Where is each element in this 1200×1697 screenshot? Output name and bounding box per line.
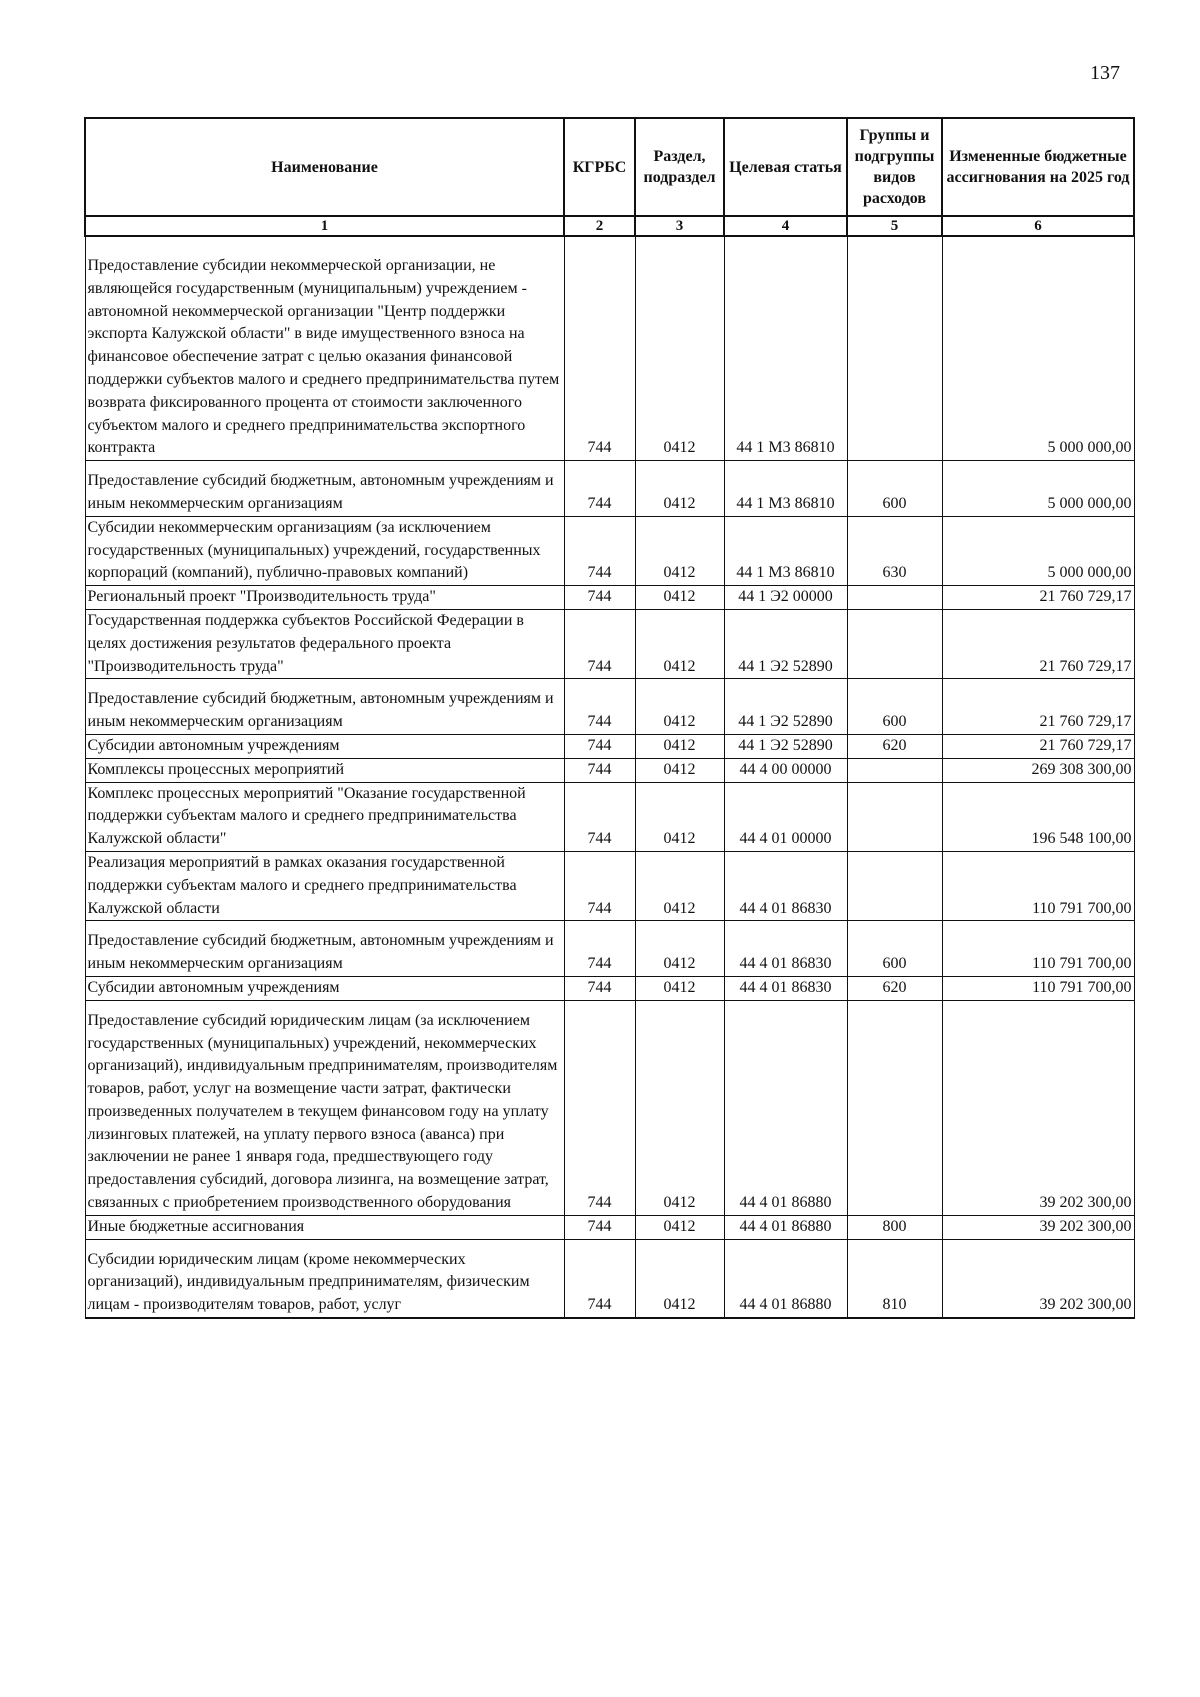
row-name: Иные бюджетные ассигнования xyxy=(85,1215,564,1239)
row-amount: 110 791 700,00 xyxy=(942,930,1134,976)
row-group: 620 xyxy=(847,976,942,1000)
header-razdel: Раздел, подраздел xyxy=(635,118,724,216)
table-row xyxy=(85,1010,1134,1216)
row-name: Государственная поддержка субъектов Российской Федерации в целях достижения результатов федерального проекта "Производительность труда" xyxy=(85,609,564,678)
budget-table xyxy=(84,117,1135,1319)
row-group: 600 xyxy=(847,930,942,976)
row-group: 630 xyxy=(847,516,942,585)
header-name: Наименование xyxy=(85,118,564,216)
row-kgrbs: 744 xyxy=(564,255,635,461)
header-target: Целевая статья xyxy=(724,118,847,216)
row-target: 44 1 М3 86810 xyxy=(724,255,847,461)
row-kgrbs: 744 xyxy=(564,609,635,678)
column-number: 2 xyxy=(564,216,635,236)
row-razdel: 0412 xyxy=(635,255,724,461)
row-kgrbs: 744 xyxy=(564,758,635,782)
row-razdel: 0412 xyxy=(635,930,724,976)
table-row xyxy=(85,470,1134,516)
row-amount: 39 202 300,00 xyxy=(942,1249,1134,1318)
row-kgrbs: 744 xyxy=(564,688,635,734)
row-name: Субсидии автономным учреждениям xyxy=(85,734,564,758)
row-kgrbs: 744 xyxy=(564,586,635,610)
row-kgrbs: 744 xyxy=(564,516,635,585)
row-name: Реализация мероприятий в рамках оказания государственной поддержки субъектам малого и среднего предпринимательства Калужской области xyxy=(85,851,564,920)
row-kgrbs: 744 xyxy=(564,1010,635,1216)
header-groups: Группы и подгруппы видов расходов xyxy=(847,118,942,216)
row-group xyxy=(847,586,942,610)
row-amount: 5 000 000,00 xyxy=(942,470,1134,516)
page-number: 137 xyxy=(1090,62,1120,84)
column-number: 5 xyxy=(847,216,942,236)
row-target: 44 4 01 86880 xyxy=(724,1010,847,1216)
row-kgrbs: 744 xyxy=(564,1249,635,1318)
table-row xyxy=(85,1215,1134,1239)
row-group xyxy=(847,851,942,920)
table-row xyxy=(85,758,1134,782)
row-target: 44 4 01 86830 xyxy=(724,851,847,920)
row-target: 44 1 Э2 52890 xyxy=(724,734,847,758)
row-group: 800 xyxy=(847,1215,942,1239)
row-group xyxy=(847,758,942,782)
row-name: Комплекс процессных мероприятий "Оказание государственной поддержки субъектам малого и среднего предпринимательства Калужской области" xyxy=(85,782,564,851)
header-amount: Измененные бюджетные ассигнования на 2025 год xyxy=(942,118,1134,216)
row-target: 44 1 Э2 52890 xyxy=(724,688,847,734)
column-number: 3 xyxy=(635,216,724,236)
row-group: 600 xyxy=(847,688,942,734)
row-razdel: 0412 xyxy=(635,586,724,610)
row-razdel: 0412 xyxy=(635,734,724,758)
row-amount: 21 760 729,17 xyxy=(942,586,1134,610)
row-name: Предоставление субсидии некоммерческой организации, не являющейся государственным (муниципальным) учреждением - автономной некоммерческой организации "Центр поддержки экспорта Калужской области" в виде имущественного взноса на финансовое обеспечение затрат с целью оказания финансовой поддержки субъектов малого и среднего предпринимательства путем возврата фиксированного процента от стоимости заключенного субъектом малого и среднего предпринимательства экспортного контракта xyxy=(85,255,564,461)
table-row xyxy=(85,516,1134,585)
header-row xyxy=(85,118,1134,216)
row-target: 44 4 01 86830 xyxy=(724,930,847,976)
row-amount: 5 000 000,00 xyxy=(942,255,1134,461)
column-number-row xyxy=(85,216,1134,236)
row-amount: 39 202 300,00 xyxy=(942,1010,1134,1216)
row-name: Субсидии юридическим лицам (кроме некоммерческих организаций), индивидуальным предпринимателям, физическим лицам - производителям товаров, работ, услуг xyxy=(85,1249,564,1318)
row-name: Комплексы процессных мероприятий xyxy=(85,758,564,782)
row-group xyxy=(847,1010,942,1216)
row-razdel: 0412 xyxy=(635,688,724,734)
row-name: Субсидии некоммерческим организациям (за исключением государственных (муниципальных) учреждений, государственных корпораций (компаний), публично-правовых компаний) xyxy=(85,516,564,585)
row-group: 620 xyxy=(847,734,942,758)
table-row xyxy=(85,930,1134,976)
table-row xyxy=(85,1249,1134,1318)
table-row xyxy=(85,851,1134,920)
row-target: 44 1 М3 86810 xyxy=(724,516,847,585)
column-number: 1 xyxy=(85,216,564,236)
table-row xyxy=(85,609,1134,678)
row-target: 44 1 Э2 52890 xyxy=(724,609,847,678)
row-kgrbs: 744 xyxy=(564,782,635,851)
row-kgrbs: 744 xyxy=(564,470,635,516)
row-name: Предоставление субсидий юридическим лицам (за исключением государственных (муниципальных) учреждений, некоммерческих организаций), индивидуальным предпринимателям, производителям товаров, работ, услуг на возмещение части затрат, фактически произведенных получателем в текущем финансовом году на уплату лизинговых платежей, на уплату первого взноса (аванса) при заключении не ранее 1 января года, предшествующего году предоставления субсидий, договора лизинга, на возмещение затрат, связанных с приобретением производственного оборудования xyxy=(85,1010,564,1216)
row-amount: 21 760 729,17 xyxy=(942,609,1134,678)
row-group xyxy=(847,255,942,461)
row-razdel: 0412 xyxy=(635,758,724,782)
table-row xyxy=(85,782,1134,851)
row-razdel: 0412 xyxy=(635,782,724,851)
row-razdel: 0412 xyxy=(635,516,724,585)
table-row xyxy=(85,734,1134,758)
row-target: 44 4 01 86880 xyxy=(724,1249,847,1318)
column-number: 6 xyxy=(942,216,1134,236)
row-kgrbs: 744 xyxy=(564,851,635,920)
table-row xyxy=(85,976,1134,1000)
row-group: 600 xyxy=(847,470,942,516)
table-row xyxy=(85,255,1134,461)
row-razdel: 0412 xyxy=(635,1215,724,1239)
row-name: Предоставление субсидий бюджетным, автономным учреждениям и иным некоммерческим организациям xyxy=(85,930,564,976)
column-number: 4 xyxy=(724,216,847,236)
row-target: 44 4 01 86880 xyxy=(724,1215,847,1239)
row-name: Предоставление субсидий бюджетным, автономным учреждениям и иным некоммерческим организациям xyxy=(85,688,564,734)
row-razdel: 0412 xyxy=(635,976,724,1000)
row-name: Региональный проект "Производительность труда" xyxy=(85,586,564,610)
row-target: 44 4 01 00000 xyxy=(724,782,847,851)
row-amount: 196 548 100,00 xyxy=(942,782,1134,851)
row-amount: 21 760 729,17 xyxy=(942,734,1134,758)
row-target: 44 4 01 86830 xyxy=(724,976,847,1000)
row-amount: 39 202 300,00 xyxy=(942,1215,1134,1239)
row-amount: 110 791 700,00 xyxy=(942,851,1134,920)
row-group: 810 xyxy=(847,1249,942,1318)
row-razdel: 0412 xyxy=(635,1010,724,1216)
row-razdel: 0412 xyxy=(635,851,724,920)
row-target: 44 1 М3 86810 xyxy=(724,470,847,516)
row-amount: 110 791 700,00 xyxy=(942,976,1134,1000)
row-kgrbs: 744 xyxy=(564,930,635,976)
row-target: 44 4 00 00000 xyxy=(724,758,847,782)
row-group xyxy=(847,782,942,851)
row-razdel: 0412 xyxy=(635,470,724,516)
row-group xyxy=(847,609,942,678)
row-amount: 5 000 000,00 xyxy=(942,516,1134,585)
row-kgrbs: 744 xyxy=(564,734,635,758)
row-target: 44 1 Э2 00000 xyxy=(724,586,847,610)
row-name: Субсидии автономным учреждениям xyxy=(85,976,564,1000)
table-row xyxy=(85,586,1134,610)
row-amount: 269 308 300,00 xyxy=(942,758,1134,782)
row-razdel: 0412 xyxy=(635,1249,724,1318)
row-amount: 21 760 729,17 xyxy=(942,688,1134,734)
row-name: Предоставление субсидий бюджетным, автономным учреждениям и иным некоммерческим организациям xyxy=(85,470,564,516)
row-kgrbs: 744 xyxy=(564,976,635,1000)
table-row xyxy=(85,688,1134,734)
header-kgrbs: КГРБС xyxy=(564,118,635,216)
row-kgrbs: 744 xyxy=(564,1215,635,1239)
row-razdel: 0412 xyxy=(635,609,724,678)
